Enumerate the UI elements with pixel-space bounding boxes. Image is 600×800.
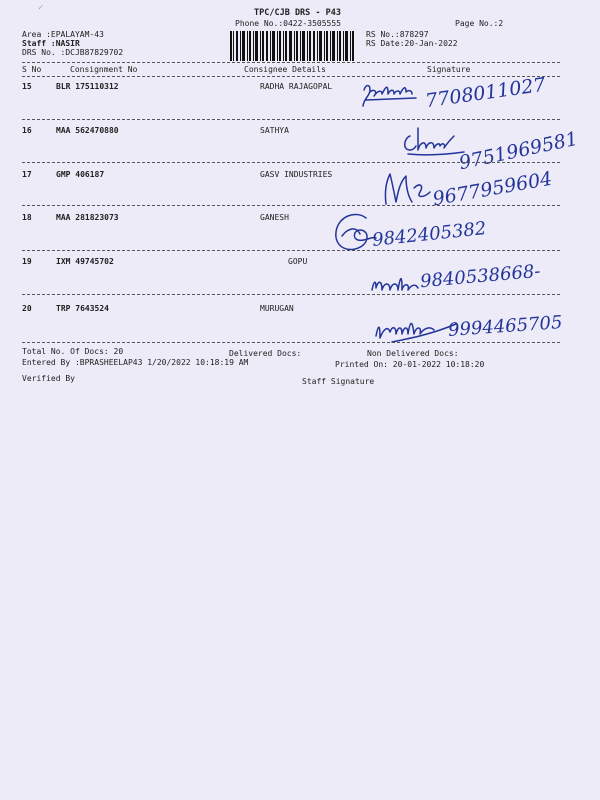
row-consignee: RADHA RAJAGOPAL: [260, 82, 333, 91]
non-delivered-docs: Non Delivered Docs:: [367, 349, 459, 358]
row-divider: [22, 250, 560, 251]
row-consignee: SATHYA: [260, 126, 289, 135]
handwritten-phone: 9840538668-: [419, 260, 542, 293]
row-divider: [22, 205, 560, 206]
report-title: TPC/CJB DRS - P43: [254, 8, 341, 18]
row-consignee: GOPU: [288, 257, 308, 266]
delivered-docs: Delivered Docs:: [229, 349, 302, 358]
row-consignee: MURUGAN: [260, 304, 294, 313]
signature-scribble: [360, 80, 420, 108]
area-label: Area :EPALAYAM-43: [22, 30, 104, 39]
row-sno: 18: [22, 213, 32, 222]
handwritten-phone: 9751969581: [457, 127, 580, 175]
rs-number: RS No.:878297: [366, 30, 429, 39]
row-consignment: GMP 406187: [56, 170, 105, 179]
col-header-signature: Signature: [427, 65, 471, 74]
staff-signature: Staff Signature: [302, 377, 375, 386]
row-sno: 17: [22, 170, 32, 179]
verified-by: Verified By: [22, 374, 75, 383]
total-docs: Total No. Of Docs: 20: [22, 347, 124, 356]
row-consignment: MAA 562470880: [56, 126, 119, 135]
row-consignment: MAA 281823073: [56, 213, 119, 222]
phone-number: Phone No.:0422-3505555: [235, 19, 341, 28]
row-sno: 19: [22, 257, 32, 266]
scan-mark: ✓: [38, 3, 44, 13]
row-divider: [22, 119, 560, 120]
row-sno: 16: [22, 126, 32, 135]
row-consignment: TRP 7643524: [56, 304, 109, 313]
entered-by: Entered By :BPRASHEELAP43 1/20/2022 10:18:19 AM: [22, 358, 249, 367]
row-consignee: GASV INDUSTRIES: [260, 170, 333, 179]
row-sno: 20: [22, 304, 32, 313]
row-divider: [22, 294, 560, 295]
divider: [22, 76, 560, 77]
page-number: Page No.:2: [455, 19, 504, 28]
barcode: [230, 31, 354, 61]
row-divider: [22, 162, 560, 163]
handwritten-phone: 9994465705: [447, 312, 564, 341]
row-consignment: IXM 49745702: [56, 257, 114, 266]
staff-label: Staff :NASIR: [22, 39, 80, 48]
col-header-sno: S No: [22, 65, 42, 74]
divider: [22, 342, 560, 343]
row-consignee: GANESH: [260, 213, 289, 222]
handwritten-phone: 9842405382: [371, 218, 488, 251]
printed-on: Printed On: 20-01-2022 10:18:20: [335, 360, 485, 369]
drs-number: DRS No. :DCJB87829702: [22, 48, 124, 57]
divider: [22, 62, 560, 63]
row-consignment: BLR 175110312: [56, 82, 119, 91]
col-header-consignee: Consignee Details: [244, 65, 326, 74]
handwritten-phone: 7708011027: [424, 73, 547, 113]
col-header-consignment: Consignment No: [70, 65, 138, 74]
handwritten-phone: 9677959604: [431, 167, 554, 211]
row-sno: 15: [22, 82, 32, 91]
rs-date: RS Date:20-Jan-2022: [366, 39, 458, 48]
